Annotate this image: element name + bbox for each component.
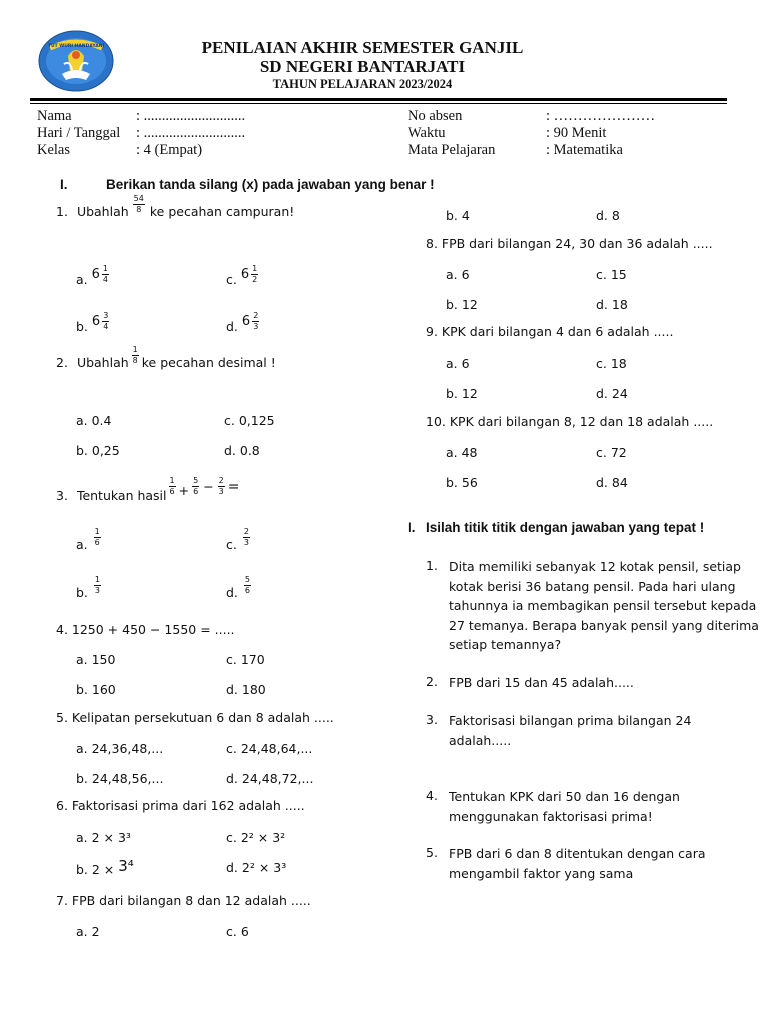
q2-option-b[interactable]: b. 0,25 bbox=[76, 443, 120, 458]
mixed-fraction bbox=[251, 265, 258, 284]
q3-option-c[interactable] bbox=[226, 523, 250, 552]
frac-den: 4 bbox=[102, 275, 109, 284]
q1-option-a[interactable] bbox=[76, 262, 109, 287]
option-fraction bbox=[243, 528, 250, 547]
q1-frac-den: 8 bbox=[136, 205, 142, 214]
q1-text-pre: Ubahlah bbox=[76, 204, 129, 219]
q1-number: 1. bbox=[56, 204, 68, 219]
essay-question-1: Dita memiliki sebanyak 12 kotak pensil, setiap kotak berisi 36 batang pensil. Pada hari ulang tahunnya ia membagikan pensil tersebut kepada 27 temanya. Berapa banyak pensil yang diterima setiap temannya? bbox=[449, 559, 759, 652]
academic-year: TAHUN PELAJARAN 2023/2024 bbox=[272, 77, 453, 91]
q1-option-d[interactable] bbox=[226, 309, 259, 334]
q6-option-a[interactable]: a. 2 × 3³ bbox=[76, 830, 131, 845]
equals-sign: = bbox=[227, 478, 240, 495]
q3-option-a[interactable] bbox=[76, 523, 101, 552]
q10-option-d[interactable]: d. 84 bbox=[596, 475, 628, 490]
q4-option-d[interactable]: d. 180 bbox=[226, 682, 266, 697]
essay-5-number: 5. bbox=[426, 845, 438, 860]
q2-fraction bbox=[132, 346, 139, 365]
mixed-whole: 6 bbox=[240, 267, 250, 282]
frac-den: 6 bbox=[244, 586, 251, 595]
option-letter: b. bbox=[76, 585, 88, 600]
q2-text-pre: Ubahlah bbox=[76, 355, 129, 370]
question-3 bbox=[56, 470, 240, 503]
essay-question-3: Faktorisasi bilangan prima bilangan 24 adalah..... bbox=[449, 713, 692, 748]
option-power: 3⁴ bbox=[118, 857, 134, 875]
question-8: 8. FPB dari bilangan 24, 30 dan 36 adalah ..... bbox=[426, 236, 713, 251]
section2-title: Isilah titik titik dengan jawaban yang tepat ! bbox=[426, 520, 705, 535]
q1-option-c[interactable] bbox=[226, 262, 258, 287]
q9-option-b[interactable]: b. 12 bbox=[446, 386, 478, 401]
q2-frac-num: 1 bbox=[132, 345, 138, 354]
q5-option-b[interactable]: b. 24,48,56,... bbox=[76, 771, 164, 786]
frac-den: 6 bbox=[94, 538, 100, 547]
q3-number: 3. bbox=[56, 488, 68, 503]
frac-num: 1 bbox=[102, 264, 109, 273]
question-10: 10. KPK dari bilangan 8, 12 dan 18 adalah ..... bbox=[426, 414, 714, 429]
q1-option-b[interactable] bbox=[76, 309, 109, 334]
q1-fraction bbox=[133, 195, 145, 214]
option-letter: b. bbox=[76, 319, 88, 334]
field-hari-tanggal[interactable]: : ............................ bbox=[136, 125, 246, 141]
question-1 bbox=[56, 194, 295, 219]
mixed-whole: 6 bbox=[91, 314, 101, 329]
frac-num: 1 bbox=[94, 575, 101, 584]
q3-fraction-1 bbox=[169, 477, 176, 496]
option-letter: d. bbox=[226, 585, 238, 600]
q3-text-pre: Tentukan hasil bbox=[76, 488, 167, 503]
field-no-absen[interactable]: : ………………… bbox=[546, 108, 656, 124]
frac-den: 3 bbox=[253, 322, 259, 331]
question-4: 4. 1250 + 450 − 1550 = ..... bbox=[56, 622, 235, 637]
mixed-whole: 6 bbox=[241, 314, 251, 329]
label-nama: Nama bbox=[37, 108, 72, 124]
q2-text-post: ke pecahan desimal ! bbox=[141, 355, 276, 370]
option-text: b. 2 × bbox=[76, 862, 119, 877]
q10-option-b[interactable]: b. 56 bbox=[446, 475, 478, 490]
section2-number: I. bbox=[408, 520, 416, 535]
mixed-whole: 6 bbox=[91, 267, 100, 282]
plus-sign: + bbox=[178, 483, 190, 498]
q6-option-c[interactable]: c. 2² × 3² bbox=[226, 830, 286, 845]
q8-option-b[interactable]: b. 12 bbox=[446, 297, 478, 312]
mixed-fraction bbox=[102, 312, 109, 331]
value-mata-pelajaran: : Matematika bbox=[546, 142, 623, 158]
value-kelas: : 4 (Empat) bbox=[136, 142, 203, 158]
q7-option-d[interactable]: d. 8 bbox=[596, 208, 620, 223]
option-letter: a. bbox=[76, 537, 88, 552]
q1-text-post: ke pecahan campuran! bbox=[149, 204, 295, 219]
q6-option-b[interactable] bbox=[76, 857, 134, 878]
q3-option-b[interactable] bbox=[76, 571, 101, 600]
label-mata-pelajaran: Mata Pelajaran bbox=[408, 142, 496, 158]
frac-den: 2 bbox=[252, 275, 258, 284]
option-letter: c. bbox=[226, 537, 237, 552]
value-waktu: : 90 Menit bbox=[546, 125, 607, 141]
frac-den: 4 bbox=[103, 322, 109, 331]
q2-option-a[interactable]: a. 0.4 bbox=[76, 413, 112, 428]
q7-option-c[interactable]: c. 6 bbox=[226, 924, 249, 939]
q9-option-a[interactable]: a. 6 bbox=[446, 356, 470, 371]
label-waktu: Waktu bbox=[408, 125, 446, 141]
frac-num: 2 bbox=[253, 311, 259, 320]
essay-1-number: 1. bbox=[426, 558, 438, 573]
q3-option-d[interactable] bbox=[226, 571, 251, 600]
frac-num: 2 bbox=[243, 527, 249, 536]
q1-frac-num: 54 bbox=[133, 194, 144, 203]
option-fraction bbox=[244, 576, 251, 595]
frac-num: 5 bbox=[193, 476, 199, 485]
label-no-absen: No absen bbox=[408, 108, 463, 124]
minus-sign: − bbox=[203, 479, 214, 494]
q3-fraction-3 bbox=[218, 477, 225, 496]
option-fraction bbox=[94, 528, 101, 547]
header-divider-thick bbox=[30, 98, 727, 101]
frac-num: 2 bbox=[218, 476, 224, 485]
q4-option-a[interactable]: a. 150 bbox=[76, 652, 116, 667]
q2-number: 2. bbox=[56, 355, 68, 370]
mixed-fraction bbox=[102, 265, 109, 284]
frac-num: 1 bbox=[252, 264, 258, 273]
question-2 bbox=[56, 345, 276, 370]
q8-option-c[interactable]: c. 15 bbox=[596, 267, 627, 282]
q9-option-d[interactable]: d. 24 bbox=[596, 386, 628, 401]
q7-option-a[interactable]: a. 2 bbox=[76, 924, 100, 939]
q10-option-a[interactable]: a. 48 bbox=[446, 445, 478, 460]
q9-option-c[interactable]: c. 18 bbox=[596, 356, 627, 371]
frac-den: 3 bbox=[94, 586, 101, 595]
header-divider-thin bbox=[30, 103, 727, 104]
q8-option-a[interactable]: a. 6 bbox=[446, 267, 470, 282]
q2-option-c[interactable]: c. 0,125 bbox=[224, 413, 275, 428]
essay-question-4: Tentukan KPK dari 50 dan 16 dengan menggunakan faktorisasi prima! bbox=[449, 789, 680, 824]
essay-question-2: FPB dari 15 dan 45 adalah..... bbox=[449, 675, 634, 690]
q3-fraction-2 bbox=[192, 477, 199, 496]
frac-num: 3 bbox=[103, 311, 109, 320]
frac-den: 3 bbox=[218, 487, 224, 496]
q5-option-c[interactable]: c. 24,48,64,... bbox=[226, 741, 313, 756]
section1-title: Berikan tanda silang (x) pada jawaban yang benar ! bbox=[106, 177, 435, 192]
q7-option-b[interactable]: b. 4 bbox=[446, 208, 470, 223]
frac-den: 6 bbox=[169, 487, 175, 496]
frac-num: 1 bbox=[169, 476, 175, 485]
q4-option-c[interactable]: c. 170 bbox=[226, 652, 265, 667]
frac-num: 5 bbox=[244, 575, 251, 584]
label-kelas: Kelas bbox=[37, 142, 71, 158]
section1-number: I. bbox=[60, 177, 68, 192]
q6-option-d[interactable]: d. 2² × 3³ bbox=[226, 860, 287, 875]
q2-frac-den: 8 bbox=[132, 356, 138, 365]
q4-option-b[interactable]: b. 160 bbox=[76, 682, 116, 697]
question-7: 7. FPB dari bilangan 8 dan 12 adalah ..... bbox=[56, 893, 311, 908]
tut-wuri-handayani-logo bbox=[38, 30, 114, 92]
question-5: 5. Kelipatan persekutuan 6 dan 8 adalah ..... bbox=[56, 710, 334, 725]
logo-text: TUT WURI HANDAYANI bbox=[47, 44, 105, 49]
frac-den: 3 bbox=[243, 538, 249, 547]
label-hari-tanggal: Hari / Tanggal bbox=[37, 125, 121, 141]
q5-option-a[interactable]: a. 24,36,48,... bbox=[76, 741, 164, 756]
exam-title: PENILAIAN AKHIR SEMESTER GANJIL bbox=[201, 38, 524, 57]
question-6: 6. Faktorisasi prima dari 162 adalah ..... bbox=[56, 798, 305, 813]
option-letter: a. bbox=[76, 272, 88, 287]
question-9: 9. KPK dari bilangan 4 dan 6 adalah ..... bbox=[426, 324, 674, 339]
frac-num: 1 bbox=[94, 527, 100, 536]
essay-question-5: FPB dari 6 dan 8 ditentukan dengan cara mengambil faktor yang sama bbox=[449, 846, 706, 881]
q2-option-d[interactable]: d. 0.8 bbox=[224, 443, 260, 458]
q5-option-d[interactable]: d. 24,48,72,... bbox=[226, 771, 314, 786]
school-name: SD NEGERI BANTARJATI bbox=[259, 57, 466, 76]
option-letter: c. bbox=[226, 272, 237, 287]
essay-3-number: 3. bbox=[426, 712, 438, 727]
q10-option-c[interactable]: c. 72 bbox=[596, 445, 627, 460]
essay-2-number: 2. bbox=[426, 674, 438, 689]
mixed-fraction bbox=[252, 312, 259, 331]
option-letter: d. bbox=[226, 319, 238, 334]
option-fraction bbox=[94, 576, 101, 595]
q8-option-d[interactable]: d. 18 bbox=[596, 297, 628, 312]
essay-4-number: 4. bbox=[426, 788, 438, 803]
field-nama[interactable]: : ............................ bbox=[136, 108, 246, 124]
frac-den: 6 bbox=[193, 487, 199, 496]
